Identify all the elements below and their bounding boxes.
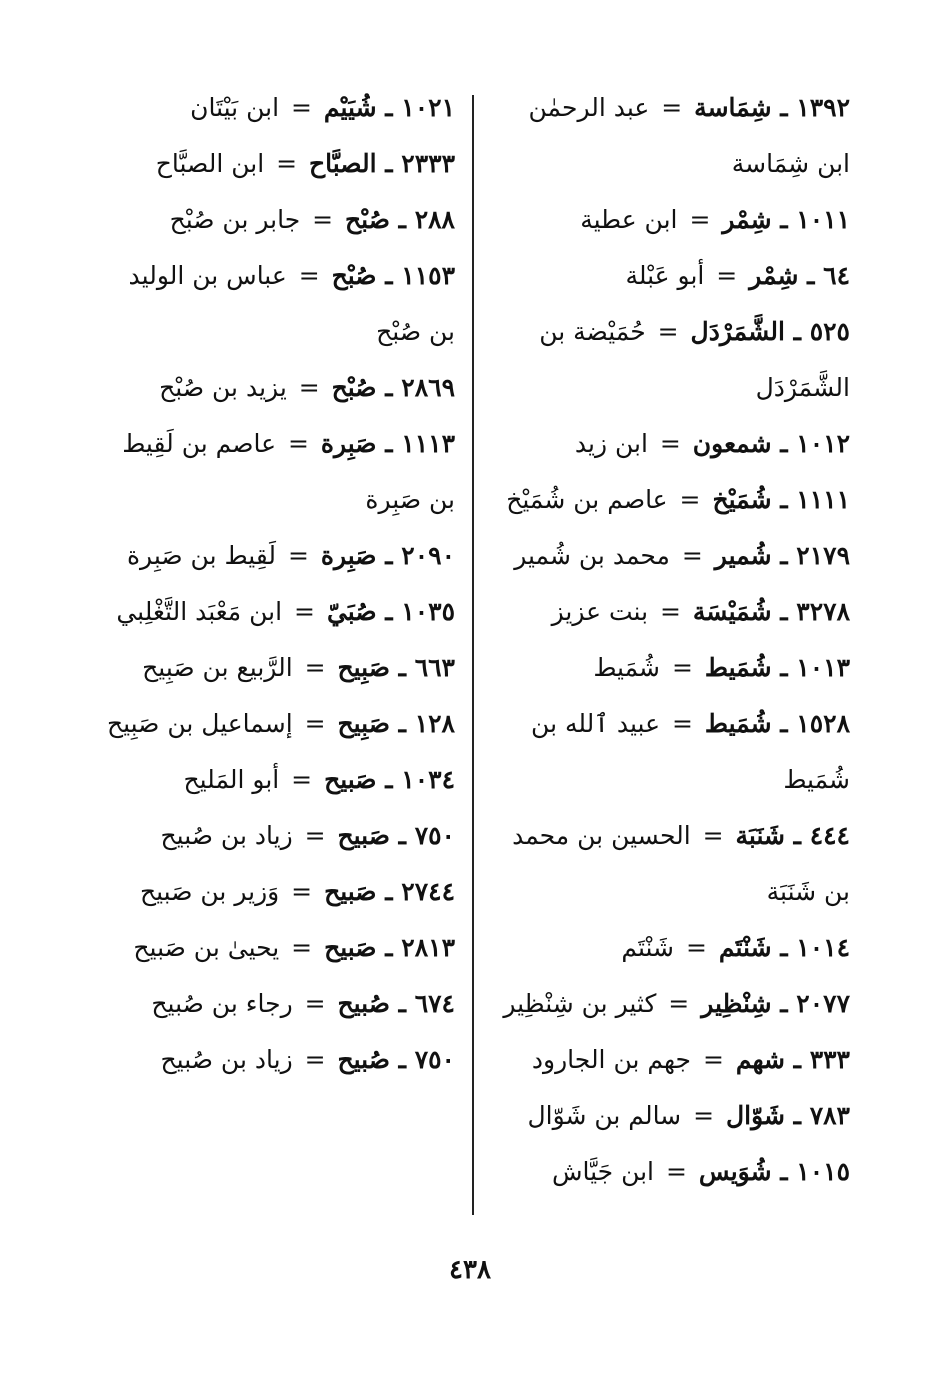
entry-number: ١٠١٢ xyxy=(796,429,850,458)
entry-number: ٦٦٣ xyxy=(414,653,455,682)
entry-number: ١٢٨ xyxy=(414,709,455,738)
entry-equals: = xyxy=(651,429,689,458)
index-entry xyxy=(95,808,455,864)
entry-dash: ـ xyxy=(798,261,824,290)
index-entry xyxy=(490,1088,850,1144)
entry-dash: ـ xyxy=(771,93,797,122)
entry-equals: = xyxy=(296,653,334,682)
index-entry xyxy=(95,976,455,1032)
entry-dash: ـ xyxy=(389,1045,415,1074)
index-column-left xyxy=(95,80,455,1088)
index-entry xyxy=(490,304,850,416)
index-entry xyxy=(490,472,850,528)
index-entry xyxy=(490,696,850,808)
entry-equals: = xyxy=(685,1101,722,1130)
entry-value: أبو عَبْلة xyxy=(625,261,705,290)
entry-equals: = xyxy=(268,149,305,178)
column-divider xyxy=(472,95,474,1215)
entry-value: ابن عطية xyxy=(580,205,678,234)
entry-equals: = xyxy=(296,1045,334,1074)
index-entry xyxy=(490,1032,850,1088)
entry-number: ٢٨٦٩ xyxy=(401,373,455,402)
entry-headword: صُبْح xyxy=(331,261,377,290)
index-entry xyxy=(95,864,455,920)
entry-dash: ـ xyxy=(376,373,402,402)
entry-headword: شُمَيْسَة xyxy=(692,597,772,626)
entry-equals: = xyxy=(283,933,321,962)
page-number: ٤٣٨ xyxy=(449,1255,491,1285)
entry-value: لَقِيط بن صَبِرة xyxy=(126,541,277,570)
entry-equals: = xyxy=(280,541,317,570)
entry-headword: الصبَّاح xyxy=(309,149,377,178)
entry-value: زياد بن صُبيح xyxy=(160,821,293,850)
entry-number: ٢٠٧٧ xyxy=(796,989,850,1018)
entry-value: عبيد ٱلله بن شُمَيط xyxy=(531,709,850,794)
entry-dash: ـ xyxy=(389,821,415,850)
index-entry xyxy=(95,640,455,696)
entry-number: ٢٣٣٣ xyxy=(401,149,455,178)
entry-headword: صُبيح xyxy=(337,989,390,1018)
entry-number: ١١٥٣ xyxy=(401,261,455,290)
index-column-right xyxy=(490,80,850,1200)
entry-headword: شِمَاسة xyxy=(694,93,772,122)
entry-number: ٢٧٤٤ xyxy=(401,877,455,906)
entry-equals: = xyxy=(290,261,328,290)
entry-value: أبو المَليح xyxy=(183,765,280,794)
entry-dash: ـ xyxy=(784,317,810,346)
index-entry xyxy=(95,136,455,192)
entry-value: كثير بن شِنْظِير xyxy=(503,989,657,1018)
index-entry xyxy=(95,1032,455,1088)
entry-number: ١٥٢٨ xyxy=(796,709,850,738)
entry-headword: صَبيح xyxy=(324,933,377,962)
index-entry xyxy=(95,920,455,976)
entry-dash: ـ xyxy=(376,149,402,178)
entry-dash: ـ xyxy=(389,653,415,682)
entry-equals: = xyxy=(652,597,689,626)
index-entry xyxy=(490,248,850,304)
entry-value: الرَّبيع بن صَبِيح xyxy=(142,653,293,682)
entry-headword: صَبِرة xyxy=(320,541,377,570)
entry-equals: = xyxy=(283,877,321,906)
entry-value: ابن جَيَّاش xyxy=(551,1157,654,1186)
entry-number: ١٠١٤ xyxy=(796,933,850,962)
index-entry xyxy=(490,640,850,696)
entry-number: ١٠٢١ xyxy=(401,93,455,122)
entry-value: جهم بن الجارود xyxy=(531,1045,692,1074)
entry-headword: شَنَبَة xyxy=(735,821,785,850)
entry-headword: صُبْح xyxy=(331,373,377,402)
entry-dash: ـ xyxy=(389,989,415,1018)
entry-value: زياد بن صُبيح xyxy=(160,1045,293,1074)
entry-number: ١٣٩٢ xyxy=(796,93,850,122)
index-entry xyxy=(490,528,850,584)
entry-number: ١١١١ xyxy=(796,485,850,514)
entry-value: وَزير بن صَبيح xyxy=(140,877,280,906)
entry-number: ٢١٧٩ xyxy=(796,541,850,570)
entry-headword: صَبيح xyxy=(324,765,377,794)
entry-number: ٣٢٧٨ xyxy=(796,597,850,626)
entry-dash: ـ xyxy=(389,709,415,738)
entry-dash: ـ xyxy=(771,541,797,570)
entry-headword: صَبيح xyxy=(337,821,390,850)
entry-number: ١٠١٥ xyxy=(796,1157,850,1186)
entry-headword: صَبِيح xyxy=(337,653,390,682)
entry-dash: ـ xyxy=(771,429,797,458)
entry-equals: = xyxy=(695,1045,732,1074)
entry-equals: = xyxy=(664,653,701,682)
entry-headword: الشَّمَرْدَل xyxy=(690,317,785,346)
index-entry xyxy=(95,416,455,528)
entry-dash: ـ xyxy=(389,205,415,234)
entry-headword: صَبيح xyxy=(324,877,377,906)
entry-equals: = xyxy=(280,429,317,458)
entry-dash: ـ xyxy=(376,429,402,458)
entry-equals: = xyxy=(694,821,732,850)
entry-value: عاصم بن لَقِيط بن صَبِرة xyxy=(122,429,455,514)
entry-number: ٧٥٠ xyxy=(414,1045,455,1074)
index-entry xyxy=(95,248,455,360)
entry-equals: = xyxy=(296,709,334,738)
index-entry xyxy=(490,416,850,472)
entry-number: ٢٨١٣ xyxy=(401,933,455,962)
entry-value: عباس بن الوليد بن صُبْح xyxy=(128,261,455,346)
entry-headword: شَوّال xyxy=(725,1101,785,1130)
entry-headword: صَبِرة xyxy=(320,429,377,458)
entry-number: ٧٨٣ xyxy=(809,1101,850,1130)
entry-number: ٦٧٤ xyxy=(414,989,455,1018)
entry-equals: = xyxy=(671,485,709,514)
entry-headword: شهم xyxy=(735,1045,785,1074)
entry-dash: ـ xyxy=(771,205,797,234)
entry-equals: = xyxy=(678,933,715,962)
entry-dash: ـ xyxy=(771,1157,797,1186)
entry-equals: = xyxy=(653,93,691,122)
entry-headword: شُمَيط xyxy=(704,709,772,738)
entry-value: يزيد بن صُبْح xyxy=(159,373,287,402)
entry-number: ٢٨٨ xyxy=(414,205,455,234)
entry-value: محمد بن شُمير xyxy=(514,541,670,570)
entry-value: عاصم بن شُمَيْخ xyxy=(506,485,668,514)
index-entry xyxy=(95,360,455,416)
entry-dash: ـ xyxy=(784,821,810,850)
entry-number: ٥٢٥ xyxy=(809,317,850,346)
entry-value: جابر بن صُبْح xyxy=(169,205,301,234)
entry-number: ١١١٣ xyxy=(401,429,455,458)
entry-value: ابن الصبَّاح xyxy=(155,149,265,178)
entry-headword: شُمَيْخ xyxy=(712,485,772,514)
entry-headword: شِنْظِير xyxy=(701,989,772,1018)
entry-headword: شُيَيْم xyxy=(323,93,377,122)
entry-number: ١٠٣٥ xyxy=(401,597,455,626)
entry-dash: ـ xyxy=(771,933,797,962)
entry-value: ابن مَعْبَد التَّغْلِبي xyxy=(116,597,283,626)
entry-equals: = xyxy=(283,93,320,122)
entry-number: ٧٥٠ xyxy=(414,821,455,850)
entry-equals: = xyxy=(296,821,334,850)
entry-value: شَنْتَم xyxy=(621,933,675,962)
entry-equals: = xyxy=(290,373,328,402)
index-entry xyxy=(95,192,455,248)
entry-number: ٤٤٤ xyxy=(809,821,850,850)
entry-number: ١٠١٣ xyxy=(796,653,850,682)
index-entry xyxy=(95,752,455,808)
entry-dash: ـ xyxy=(771,653,797,682)
index-entry xyxy=(490,192,850,248)
entry-equals: = xyxy=(681,205,719,234)
entry-value: ابن زيد xyxy=(574,429,648,458)
index-entry xyxy=(490,808,850,920)
entry-headword: شُمَيط xyxy=(704,653,772,682)
index-entry xyxy=(95,528,455,584)
index-entry xyxy=(95,696,455,752)
entry-value: شُمَيط xyxy=(593,653,661,682)
entry-dash: ـ xyxy=(376,765,402,794)
entry-dash: ـ xyxy=(376,93,402,122)
entry-dash: ـ xyxy=(376,933,402,962)
entry-dash: ـ xyxy=(771,597,797,626)
entry-headword: صُبَيّ xyxy=(326,597,377,626)
entry-number: ١٠١١ xyxy=(796,205,850,234)
entry-number: ١٠٣٤ xyxy=(401,765,455,794)
entry-number: ٦٤ xyxy=(823,261,850,290)
entry-value: ابن بَيْتَان xyxy=(190,93,280,122)
index-entry xyxy=(95,584,455,640)
entry-value: يحيىٰ بن صَبيح xyxy=(133,933,280,962)
entry-dash: ـ xyxy=(784,1101,810,1130)
index-entry xyxy=(490,584,850,640)
entry-value: إسماعيل بن صَبِيح xyxy=(106,709,293,738)
entry-dash: ـ xyxy=(771,709,797,738)
entry-number: ٣٣٣ xyxy=(809,1045,850,1074)
entry-headword: شُوَيس xyxy=(698,1157,772,1186)
entry-value: سالم بن شَوّال xyxy=(527,1101,682,1130)
entry-equals: = xyxy=(658,1157,695,1186)
entry-value: رجاء بن صُبيح xyxy=(151,989,293,1018)
index-entry xyxy=(490,920,850,976)
entry-value: الحسين بن محمد بن شَنَبَة xyxy=(512,821,850,906)
entry-equals: = xyxy=(304,205,342,234)
entry-dash: ـ xyxy=(376,261,402,290)
entry-equals: = xyxy=(286,597,323,626)
entry-dash: ـ xyxy=(771,989,797,1018)
entry-equals: = xyxy=(664,709,701,738)
index-entry xyxy=(95,80,455,136)
entry-value: عبد الرحمٰن ابن شِمَاسة xyxy=(528,93,850,178)
entry-dash: ـ xyxy=(376,597,402,626)
entry-equals: = xyxy=(649,317,687,346)
entry-value: بنت عزيز xyxy=(551,597,649,626)
entry-headword: صُبْح xyxy=(345,205,390,234)
entry-dash: ـ xyxy=(376,541,402,570)
index-entry xyxy=(490,1144,850,1200)
entry-dash: ـ xyxy=(784,1045,810,1074)
index-entry xyxy=(490,80,850,192)
entry-equals: = xyxy=(708,261,746,290)
entry-number: ٢٠٩٠ xyxy=(401,541,455,570)
index-entry xyxy=(490,976,850,1032)
entry-headword: صُبيح xyxy=(337,1045,390,1074)
entry-headword: صَبِيح xyxy=(337,709,390,738)
entry-headword: شَنْتَم xyxy=(718,933,772,962)
entry-equals: = xyxy=(296,989,334,1018)
entry-equals: = xyxy=(660,989,698,1018)
entry-headword: شُمير xyxy=(714,541,772,570)
entry-dash: ـ xyxy=(376,877,402,906)
entry-equals: = xyxy=(283,765,321,794)
entry-dash: ـ xyxy=(771,485,797,514)
entry-equals: = xyxy=(673,541,711,570)
entry-headword: شمعون xyxy=(692,429,772,458)
entry-headword: شِمْر xyxy=(722,205,772,234)
entry-value: حُمَيْضة بن الشَّمَرْدَل xyxy=(539,317,850,402)
entry-headword: شِمْر xyxy=(749,261,799,290)
